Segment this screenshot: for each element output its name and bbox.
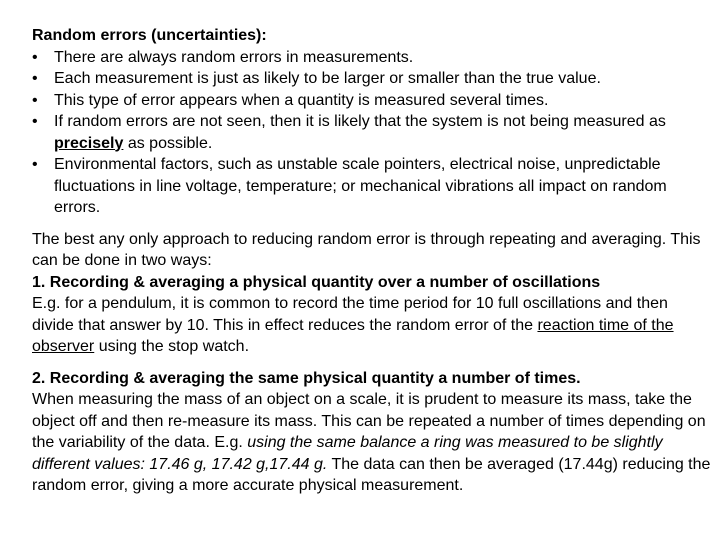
bullet-text: Each measurement is just as likely to be larger or smaller than the true value. (54, 70, 601, 87)
bullet-marker: • (32, 48, 38, 66)
method1-body-tail: using the stop watch. (94, 338, 250, 355)
emphasized-word: precisely (54, 134, 124, 152)
bullet-marker: • (32, 113, 38, 130)
section-heading: Random errors (uncertainties): (32, 27, 267, 44)
intro-paragraph (32, 229, 712, 358)
method2-title: 2. Recording & averaging the same physical quantity a number of times. (32, 369, 581, 387)
bullet-marker: • (32, 156, 38, 173)
bullet-text: This type of error appears when a quantity is measured several times. (54, 91, 549, 109)
bullet-marker: • (32, 70, 38, 87)
bullet-text: If random errors are not seen, then it is likely that the system is not being measured as (54, 113, 666, 130)
bullet-text: Environmental factors, such as unstable scale pointers, electrical noise, unpredictable fluctuations in line voltage, temperature; or mechanical vibrations all impact on random errors. (54, 156, 667, 216)
bullet-marker: • (32, 91, 38, 109)
method1-body: E.g. for a pendulum, it is common to record the time period for 10 full oscillations and then divide that answer by 10. This in effect reduces the random error of the (32, 295, 668, 334)
method2-italic-example: using the same balance a ring was measured to be slightly different values: 17.46 g, 17.42 g,17.44 g. (32, 434, 663, 473)
bullet-item (32, 111, 712, 154)
bullet-text-tail: as possible. (123, 134, 213, 152)
intro-text: The best any only approach to reducing random error is through repeating and averaging. This can be done in two ways: (32, 230, 701, 269)
bullet-item (32, 47, 712, 69)
method2-paragraph (32, 368, 712, 497)
method1-underlined-phrase: reaction time of the observer (32, 316, 674, 355)
bullet-item (32, 68, 712, 90)
bullet-item (32, 154, 712, 219)
method2-body: When measuring the mass of an object on a scale, it is prudent to measure its mass, take the object off and then re-measure its mass. This can be repeated a number of times depending on the variability of the data. E.g. (32, 391, 706, 451)
method1-title: 1. Recording & averaging a physical quantity over a number of oscillations (32, 273, 601, 291)
bullet-text: There are always random errors in measurements. (54, 48, 414, 66)
bullet-item (32, 90, 712, 112)
document-page (32, 25, 712, 497)
method2-body-tail: The data can then be averaged (17.44g) reducing the random error, giving a more accurate physical measurement. (32, 455, 711, 494)
bullet-list (32, 47, 712, 219)
